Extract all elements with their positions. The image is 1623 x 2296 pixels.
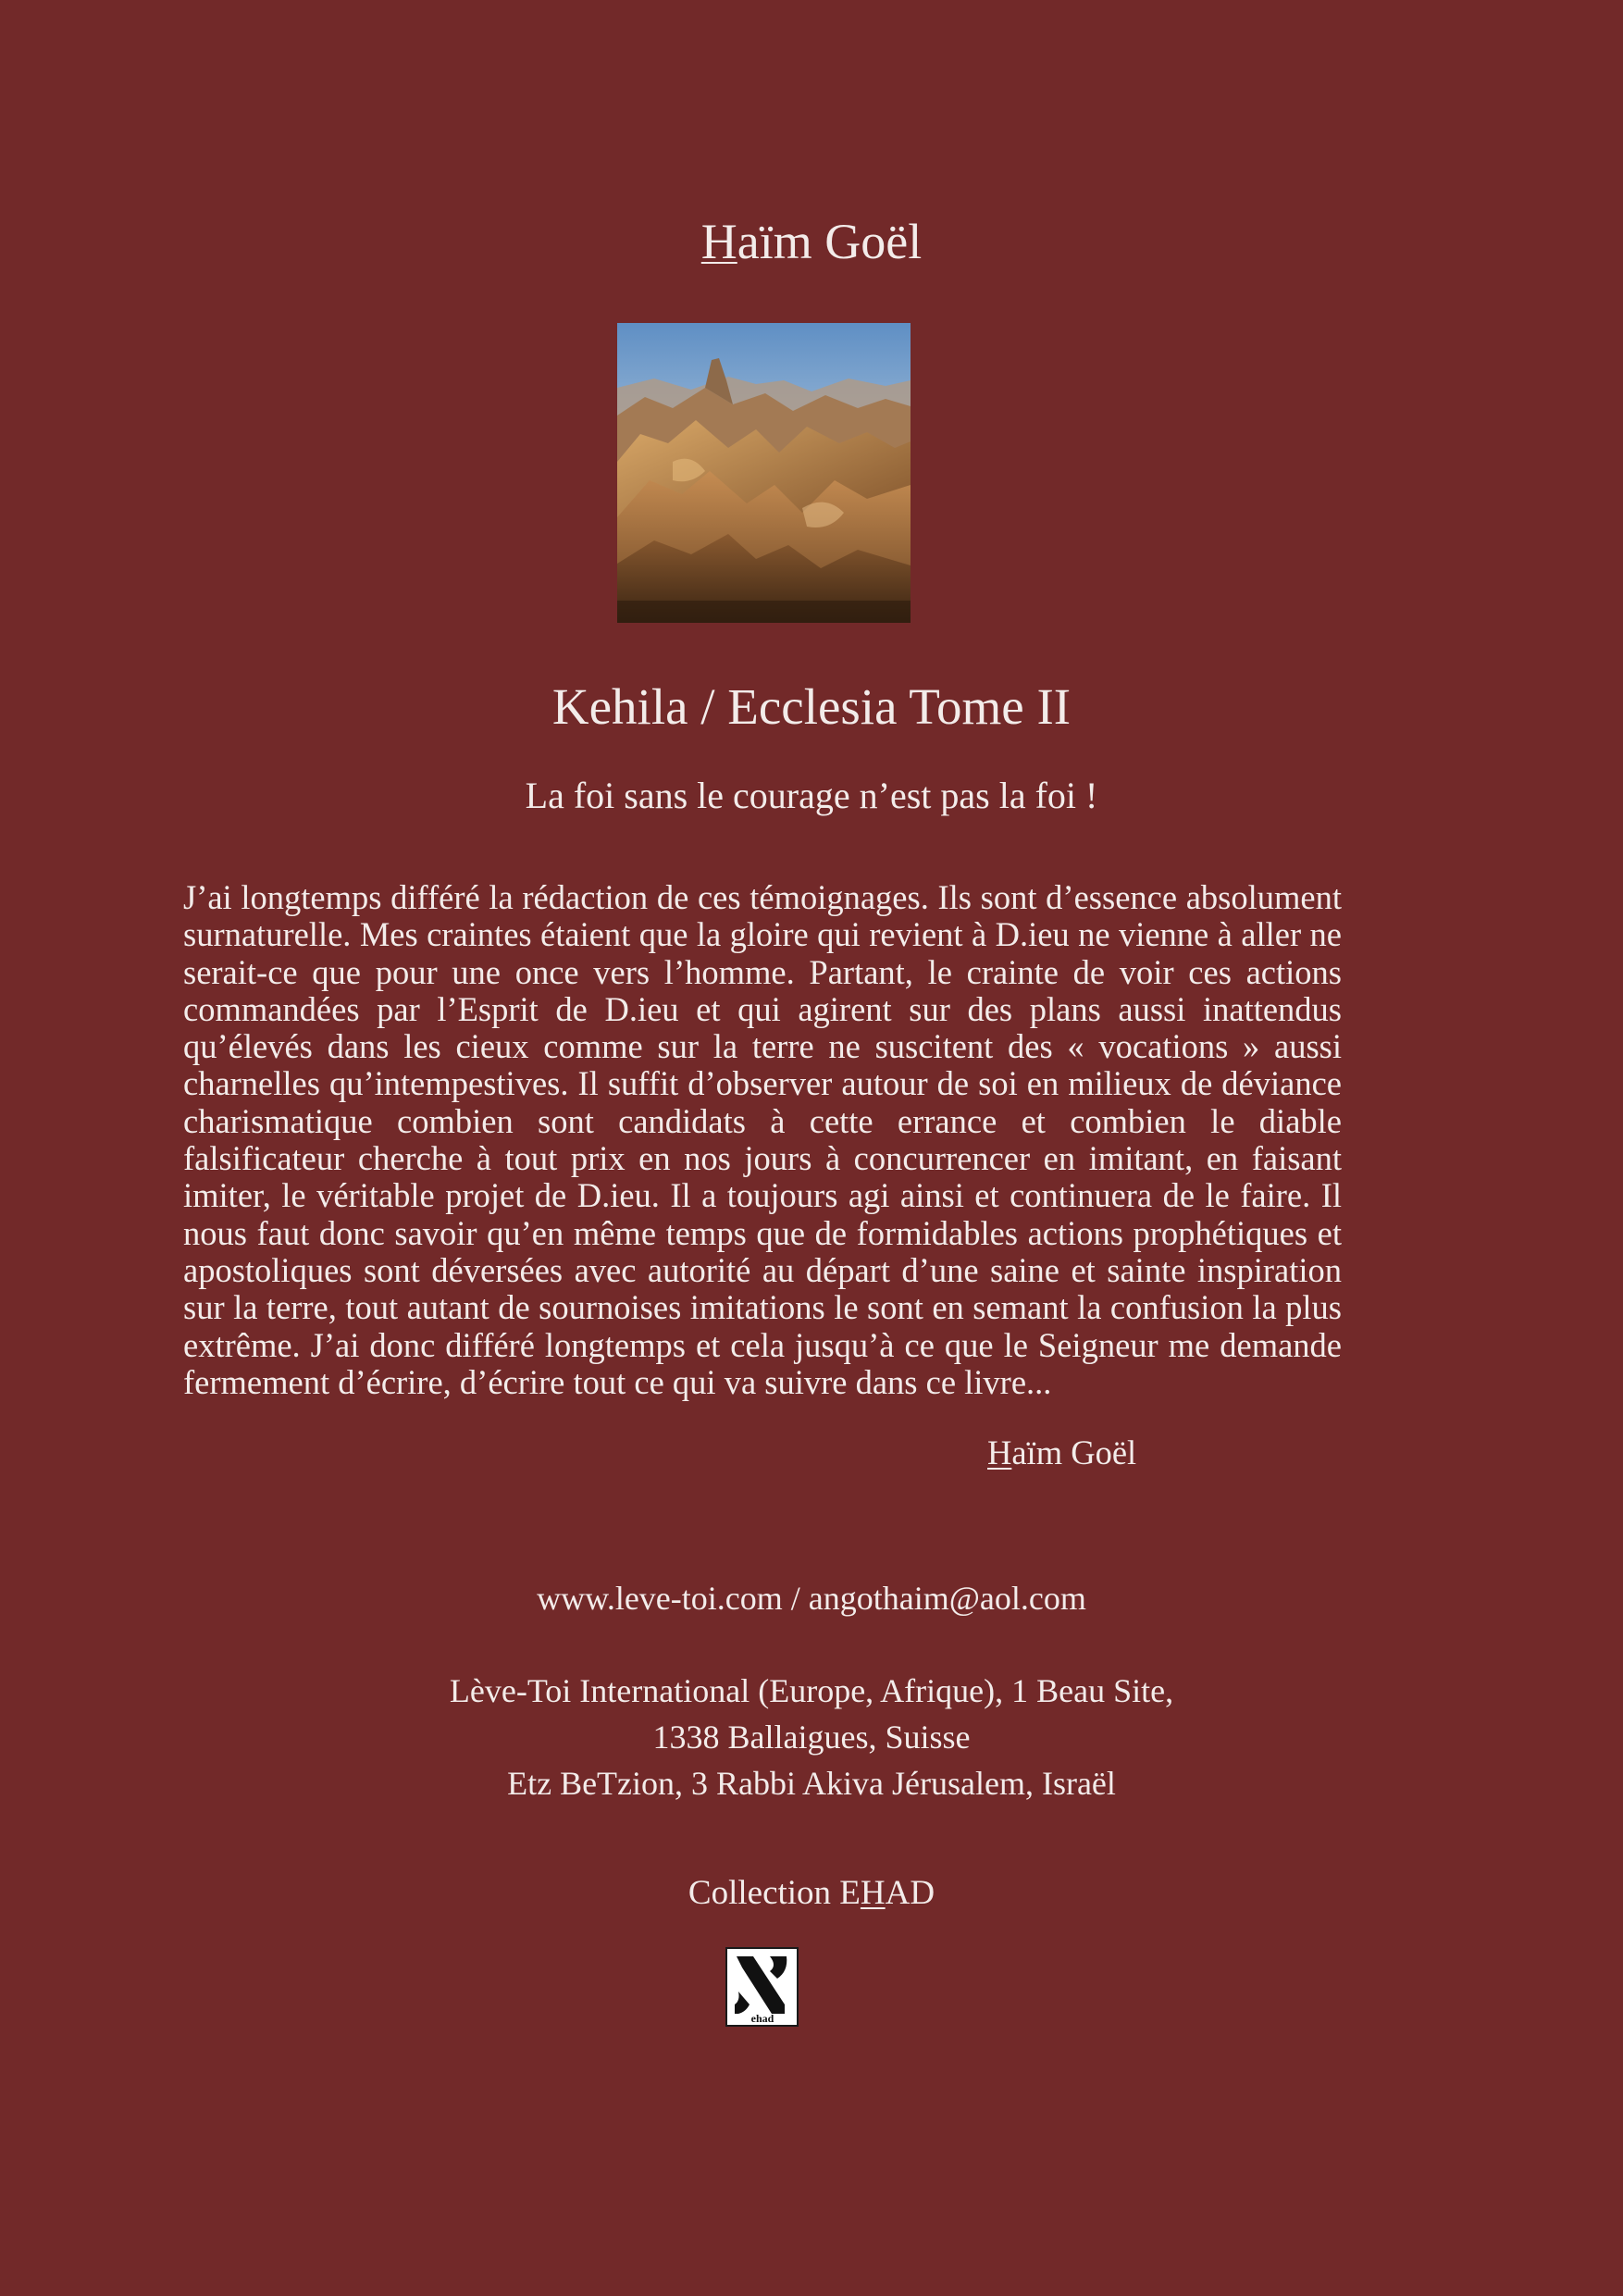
collection-suffix: AD — [885, 1874, 935, 1912]
signature — [987, 1431, 1136, 1475]
address-line: 1338 Ballaigues, Suisse — [652, 1719, 971, 1756]
author-rest: aïm Goël — [737, 214, 923, 269]
signature-initial: H — [987, 1433, 1012, 1471]
logo-text: ehad — [750, 2012, 774, 2025]
address-line: Lève-Toi International (Europe, Afrique), 1 Beau Site, — [449, 1672, 1174, 1709]
mountain-photo — [617, 323, 911, 623]
contact-line: www.leve-toi.com / angothaim@aol.com — [537, 1580, 1086, 1617]
aleph-logo-icon — [725, 1947, 799, 2027]
signature-rest: aïm Goël — [1011, 1433, 1137, 1471]
book-title: Kehila / Ecclesia Tome II — [551, 678, 1072, 735]
author-initial: H — [700, 214, 737, 269]
back-cover-text: J’ai longtemps différé la rédaction de ces témoignages. Ils sont d’essence absolument surnaturelle. Mes craintes étaient que la gloire qui revient à D.ieu ne vienne à aller ne serait-ce que pour une once vers l’homme. Partant, le crainte de voir ces actions commandées par l’Esprit de D.ieu et qui agirent sur des plans aussi inattendus qu’élevés dans les cieux comme sur la terre ne suscitent des « vocations » aussi charnelles qu’intempestives. Il suffit d’observer autour de soi en milieux de déviance charismatique combien sont candidats à cette errance et combien le diable falsificateur cherche à tout prix en nos jours à concurrencer en imitant, en faisant imiter, le véritable projet de D.ieu. Il a toujours agi ainsi et continuera de le faire. Il nous faut donc savoir qu’en même temps que de formidables actions prophétiques et apostoliques sont déversées avec autorité au départ d’une saine et sainte inspiration sur la terre, tout autant de sournoises imitations le sont en semant la confusion la plus extrême. J’ai donc différé longtemps et cela jusqu’à ce que le Seigneur me demande fermement d’écrire, d’écrire tout ce qui va suivre dans ce livre... — [183, 878, 1342, 1401]
collection-prefix: Collection E — [688, 1874, 861, 1912]
author-name — [0, 209, 1623, 274]
book-subtitle: La foi sans le courage n’est pas la foi ! — [525, 775, 1098, 816]
address-line: Etz BeTzion, 3 Rabbi Akiva Jérusalem, Israël — [507, 1765, 1116, 1802]
collection-name — [0, 1870, 1623, 1917]
address-block — [0, 1668, 1623, 1806]
collection-underlined: H — [860, 1874, 886, 1912]
